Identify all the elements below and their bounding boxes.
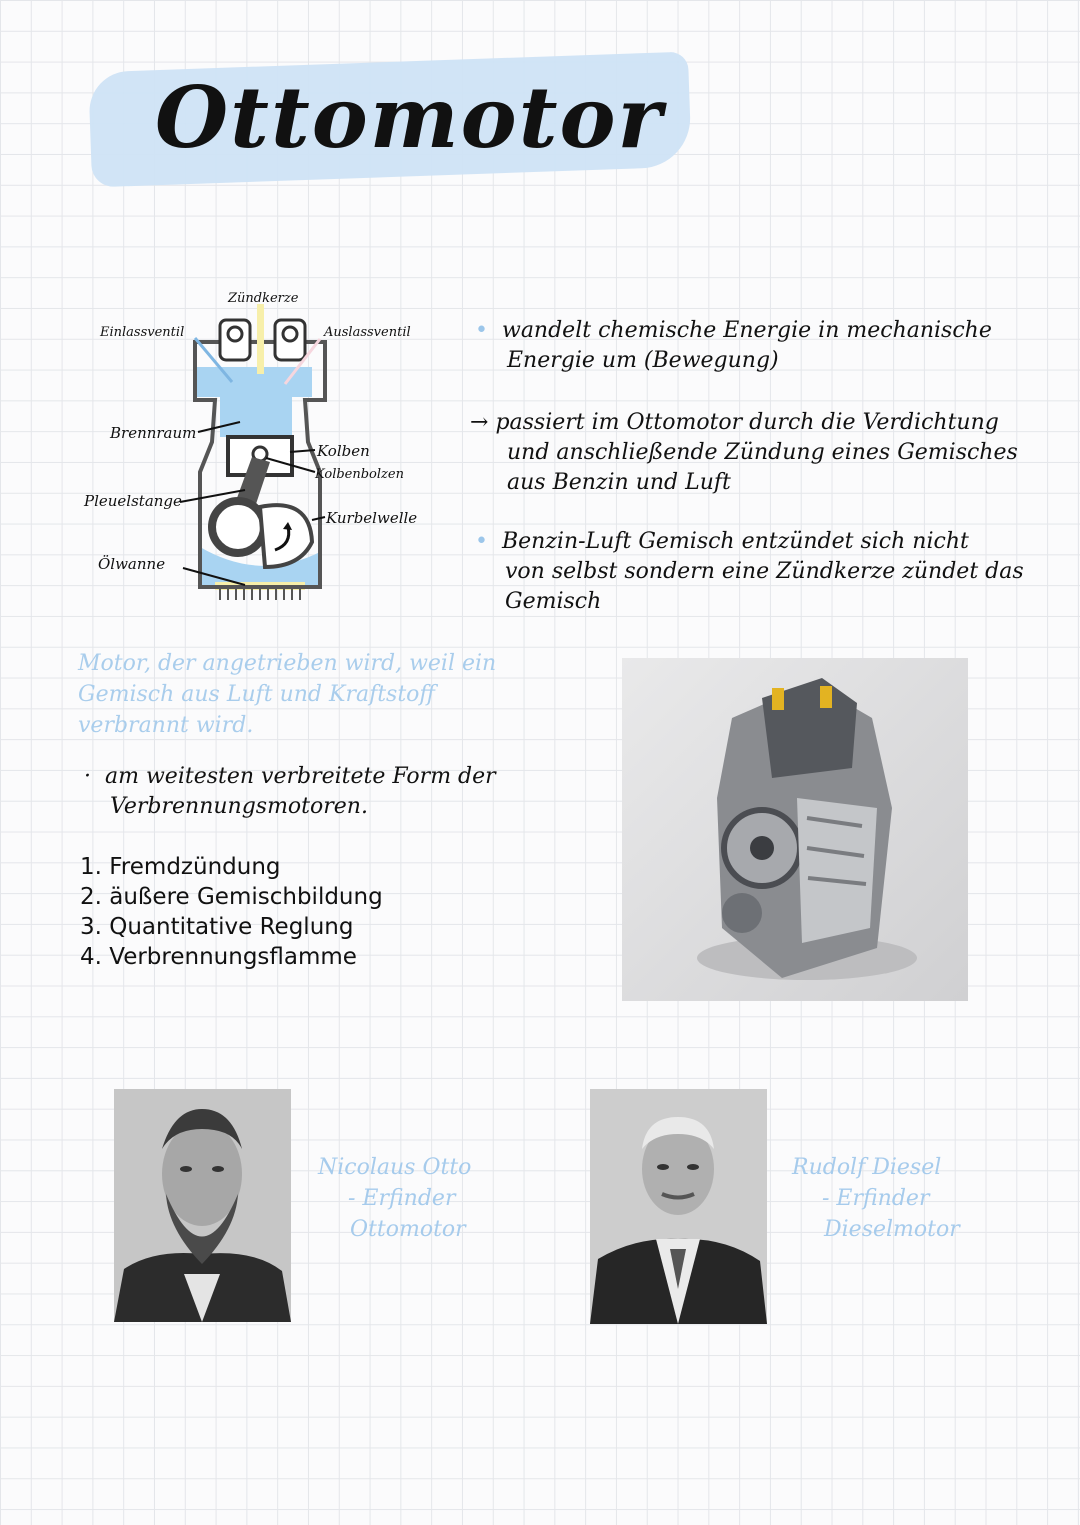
note3-line3: Gemisch	[505, 589, 602, 614]
bullet-dot: ·	[84, 764, 91, 789]
crankshaft-weight	[260, 505, 312, 567]
definition-text	[78, 648, 498, 741]
bullet-dot: •	[475, 318, 488, 343]
page-title: Ottomotor	[155, 68, 664, 167]
bullet-dot: •	[475, 529, 488, 554]
diesel-caption	[792, 1152, 960, 1245]
arrow-icon: →	[470, 410, 489, 435]
features-list	[80, 852, 383, 972]
engine-photo	[622, 658, 968, 1001]
label-zuendkerze: Zündkerze	[228, 291, 299, 306]
fact-line2: Verbrennungsmotoren.	[110, 794, 368, 819]
otto-role: - Erfinder	[348, 1186, 456, 1211]
note-ignition	[475, 527, 1035, 617]
engine-diagram	[80, 282, 440, 612]
definition-line2: Gemisch aus Luft und Kraftstoff	[78, 682, 436, 707]
diesel-invention: Dieselmotor	[824, 1217, 960, 1242]
engine-illustration	[622, 658, 968, 1001]
crankshaft-circle	[212, 501, 264, 553]
otto-invention: Ottomotor	[350, 1217, 466, 1242]
label-pleuelstange: Pleuelstange	[84, 492, 182, 510]
label-brennraum: Brennraum	[110, 424, 197, 442]
diesel-role: - Erfinder	[822, 1186, 930, 1211]
list-item: 3. Quantitative Reglung	[80, 914, 354, 940]
nicolaus-otto-portrait	[114, 1089, 291, 1322]
definition-line1: Motor, der angetrieben wird, weil ein	[78, 651, 497, 676]
note2-line3: aus Benzin und Luft	[507, 470, 731, 495]
otto-name: Nicolaus Otto	[318, 1155, 472, 1180]
combustion-chamber	[220, 397, 292, 437]
list-item: 2. äußere Gemischbildung	[80, 884, 383, 910]
note-mechanism	[470, 408, 1060, 498]
fact-note	[84, 762, 524, 822]
note2-line1: passiert im Ottomotor durch die Verdichtung	[495, 410, 999, 435]
label-einlassventil: Einlassventil	[100, 325, 185, 340]
note-energy-conversion	[475, 316, 1055, 376]
list-item: 4. Verbrennungsflamme	[80, 944, 357, 970]
label-kolben: Kolben	[317, 442, 370, 460]
note2-line2: und anschließende Zündung eines Gemisches	[507, 440, 1018, 465]
definition-line3: verbrannt wird.	[78, 713, 254, 738]
note1-line2: Energie um (Bewegung)	[507, 348, 779, 373]
note1-line1: wandelt chemische Energie in mechanische	[501, 318, 992, 343]
label-auslassventil: Auslassventil	[324, 325, 411, 340]
note3-line2: von selbst sondern eine Zündkerze zündet das	[505, 559, 1024, 584]
label-kurbelwelle: Kurbelwelle	[326, 509, 418, 527]
gear-teeth	[220, 589, 300, 600]
label-kolbenbolzen: Kolbenbolzen	[315, 467, 404, 482]
label-oelwanne: Ölwanne	[98, 555, 166, 573]
list-item: 1. Fremdzündung	[80, 854, 281, 880]
otto-caption	[318, 1152, 471, 1245]
diesel-name: Rudolf Diesel	[792, 1155, 942, 1180]
fact-line1: am weitesten verbreitete Form der	[105, 764, 496, 789]
note3-line1: Benzin-Luft Gemisch entzündet sich nicht	[501, 529, 969, 554]
rudolf-diesel-portrait	[590, 1089, 767, 1324]
